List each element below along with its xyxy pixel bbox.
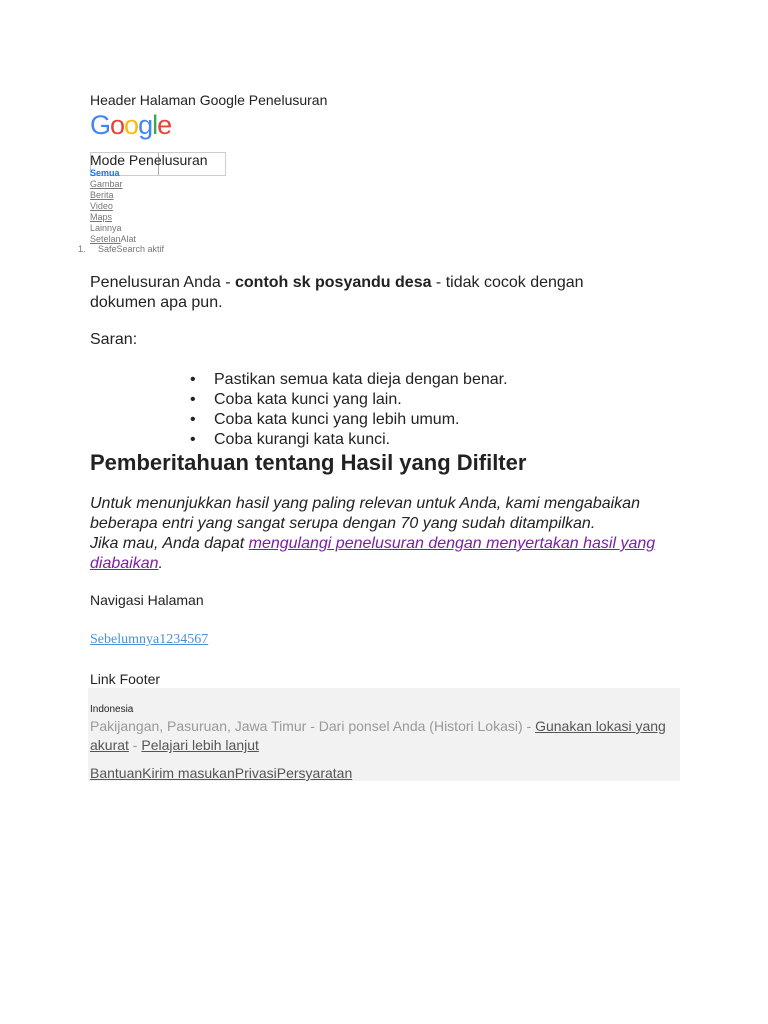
search-mode-tabs	[90, 168, 136, 245]
tab-news[interactable]: Berita	[90, 190, 114, 200]
safesearch-status	[78, 244, 164, 254]
no-results-message	[90, 273, 650, 313]
tab-more[interactable]: Lainnya	[90, 223, 122, 233]
pager-links[interactable]: Sebelumnya1234567	[90, 632, 209, 647]
safesearch-label[interactable]: SafeSearch aktif	[98, 244, 165, 254]
page-nav-label: Navigasi Halaman	[90, 592, 204, 608]
list-number: 1.	[78, 244, 86, 254]
footer-country: Indonesia	[90, 704, 134, 715]
tab-images[interactable]: Gambar	[90, 179, 123, 189]
logo-letter: g	[138, 110, 153, 140]
filtered-text: Untuk menunjukkan hasil yang paling relevan untuk Anda, kami mengabaikan beberapa entri yang sangat serupa dengan 70 yang sudah ditampilkan.	[90, 495, 640, 532]
header-label: Header Halaman Google Penelusuran	[90, 92, 328, 108]
search-query: contoh sk posyandu desa	[235, 274, 432, 291]
footer-links[interactable]: BantuanKirim masukanPrivasiPersyaratan	[90, 765, 353, 781]
retry-link[interactable]: mengulangi penelusuran dengan menyertakan hasil yang diabaikan	[90, 535, 656, 572]
use-precise-location-link[interactable]: Gunakan lokasi yang akurat	[90, 718, 666, 753]
logo-letter: e	[157, 110, 172, 140]
list-item: • Coba kata kunci yang lebih umum.	[190, 410, 508, 430]
list-item: • Pastikan semua kata dieja dengan benar.	[190, 370, 508, 390]
settings-link[interactable]: Setelan	[90, 234, 121, 244]
search-mode-label: Mode Penelusuran	[90, 152, 208, 168]
filtered-notice	[90, 494, 680, 574]
separator: -	[128, 737, 142, 753]
google-logo[interactable]	[90, 110, 171, 141]
filtered-heading: Pemberitahuan tentang Hasil yang Difilter	[90, 450, 527, 475]
list-item: • Coba kurangi kata kunci.	[190, 430, 508, 450]
list-item: • Coba kata kunci yang lain.	[190, 390, 508, 410]
retry-suffix: .	[158, 555, 163, 572]
logo-letter: o	[124, 110, 139, 140]
footer	[88, 688, 680, 781]
learn-more-link[interactable]: Pelajari lebih lanjut	[141, 737, 259, 753]
message-prefix: Penelusuran Anda -	[90, 274, 235, 291]
retry-prefix: Jika mau, Anda dapat	[90, 535, 249, 552]
message-suffix: - tidak cocok dengan dokumen apa pun.	[90, 274, 584, 311]
tab-videos[interactable]: Video	[90, 201, 113, 211]
logo-letter: l	[152, 110, 158, 140]
footer-location	[90, 717, 678, 755]
tab-all[interactable]: Semua	[90, 168, 120, 178]
footer-label: Link Footer	[90, 671, 161, 687]
tools-link[interactable]: Alat	[120, 234, 137, 244]
logo-letter: o	[110, 110, 125, 140]
suggestions-list	[190, 370, 508, 450]
logo-letter: G	[90, 110, 111, 140]
tab-maps[interactable]: Maps	[90, 212, 113, 222]
suggestions-title: Saran:	[90, 331, 138, 348]
location-text: Pakijangan, Pasuruan, Jawa Timur - Dari ponsel Anda (Histori Lokasi) -	[90, 718, 536, 734]
